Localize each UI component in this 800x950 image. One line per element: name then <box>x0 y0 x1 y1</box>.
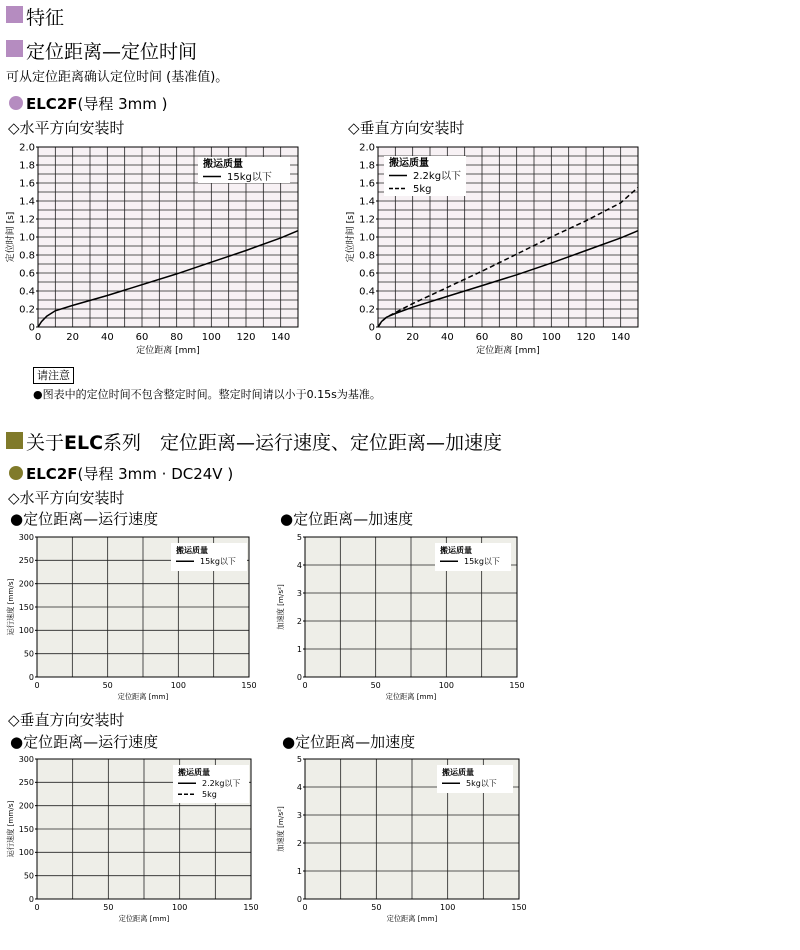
y-tick-label: 1 <box>296 866 302 876</box>
x-axis-label: 定位距离 [mm] <box>117 692 169 701</box>
x-tick-label: 0 <box>374 332 382 343</box>
x-tick-label: 150 <box>243 903 259 912</box>
title-brand: ELC <box>64 432 104 454</box>
x-tick-label: 80 <box>170 332 184 343</box>
legend-title: 搬运质量 <box>176 546 208 555</box>
x-tick-label: 20 <box>406 332 420 343</box>
y-tick-label: 1.4 <box>359 196 375 208</box>
x-tick-label: 150 <box>241 681 257 690</box>
x-tick-label: 100 <box>438 681 454 690</box>
y-tick-label: 0.6 <box>359 268 375 280</box>
x-tick-label: 100 <box>541 332 561 343</box>
y-tick-label: 1.0 <box>359 232 375 244</box>
legend-title: 搬运质量 <box>203 159 243 170</box>
y-tick-label: 1.8 <box>359 160 375 172</box>
speed-label: ●定位距离—运行速度 <box>10 510 159 528</box>
x-axis-label: 定位距离 [mm] <box>118 914 170 923</box>
y-tick-label: 300 <box>18 532 34 542</box>
legend-entry: 15kg以下 <box>200 557 236 566</box>
vertical-label: ◇垂直方向安装时 <box>8 711 125 729</box>
x-axis-label: 定位距离 [mm] <box>386 914 438 923</box>
title-prefix: 关于 <box>26 432 65 454</box>
y-tick-label: 50 <box>23 649 34 659</box>
y-tick-label: 0.8 <box>359 250 375 262</box>
y-tick-label: 1.4 <box>19 196 35 208</box>
legend-entry: 2.2kg以下 <box>202 779 241 788</box>
x-tick-label: 0 <box>302 903 308 912</box>
notice-label: 请注意 <box>33 367 74 384</box>
x-tick-label: 80 <box>510 332 524 343</box>
x-axis-label: 定位距离 [mm] <box>385 692 437 701</box>
y-tick-label: 5 <box>296 754 302 764</box>
title-rest: 系列 定位距离—运行速度、定位距离—加速度 <box>103 432 503 454</box>
y-tick-label: 1.6 <box>359 178 375 190</box>
model-heading <box>26 93 168 114</box>
x-tick-label: 150 <box>509 681 525 690</box>
x-tick-label: 120 <box>236 332 256 343</box>
x-tick-label: 0 <box>34 681 40 690</box>
model-heading <box>26 463 233 484</box>
y-axis-label: 加速度 [m/s²] <box>276 806 285 852</box>
legend-entry: 15kg以下 <box>464 557 500 566</box>
y-tick-label: 200 <box>18 579 34 589</box>
y-tick-label: 150 <box>18 824 34 834</box>
section-subtitle: 定位距离—定位时间 <box>26 41 198 63</box>
y-tick-label: 0.4 <box>19 286 35 298</box>
y-tick-label: 0.2 <box>19 304 35 316</box>
y-tick-label: 0 <box>296 672 302 682</box>
y-tick-label: 100 <box>18 626 34 636</box>
y-tick-label: 1 <box>296 644 302 654</box>
y-axis-label: 定位时间 [s] <box>346 211 356 263</box>
y-tick-label: 250 <box>18 556 34 566</box>
legend-entry: 5kg <box>202 790 217 799</box>
y-tick-label: 300 <box>18 754 34 764</box>
y-tick-label: 1.2 <box>359 214 375 226</box>
x-tick-label: 40 <box>100 332 114 343</box>
y-tick-label: 1.0 <box>19 232 35 244</box>
x-tick-label: 140 <box>611 332 631 343</box>
accel-horizontal-chart <box>270 530 540 705</box>
y-tick-label: 2.0 <box>359 142 375 154</box>
x-tick-label: 100 <box>170 681 186 690</box>
y-tick-label: 0 <box>28 672 34 682</box>
accel-vertical-chart <box>270 752 540 927</box>
y-tick-label: 3 <box>296 588 302 598</box>
x-tick-label: 150 <box>511 903 527 912</box>
section-marker <box>6 40 23 57</box>
section-marker <box>6 6 23 23</box>
y-tick-label: 150 <box>18 602 34 612</box>
x-tick-label: 20 <box>66 332 80 343</box>
x-tick-label: 50 <box>103 903 114 912</box>
accel-label: ●定位距离—加速度 <box>280 510 414 528</box>
model-detail: (导程 3mm · DC24V ) <box>77 465 234 483</box>
x-tick-label: 50 <box>370 681 381 690</box>
x-tick-label: 0 <box>302 681 308 690</box>
legend-title: 搬运质量 <box>440 546 472 555</box>
y-tick-label: 0.4 <box>359 286 375 298</box>
y-tick-label: 0.8 <box>19 250 35 262</box>
y-tick-label: 0.6 <box>19 268 35 280</box>
x-tick-label: 100 <box>440 903 456 912</box>
legend-entry: 5kg <box>413 184 432 195</box>
y-tick-label: 1.2 <box>19 214 35 226</box>
y-tick-label: 0 <box>296 894 302 904</box>
y-axis-label: 运行速度 [mm/s] <box>6 578 15 636</box>
chart-label-vertical: ◇垂直方向安装时 <box>348 119 465 137</box>
horizontal-label: ◇水平方向安装时 <box>8 489 125 507</box>
legend-entry: 15kg以下 <box>227 172 272 183</box>
y-tick-label: 200 <box>18 801 34 811</box>
legend-title: 搬运质量 <box>389 158 429 169</box>
y-axis-label: 加速度 [m/s²] <box>276 584 285 630</box>
y-tick-label: 2.0 <box>19 142 35 154</box>
x-tick-label: 140 <box>271 332 291 343</box>
y-tick-label: 5 <box>296 532 302 542</box>
x-tick-label: 60 <box>475 332 489 343</box>
section-marker <box>6 432 23 449</box>
model-bullet <box>9 96 23 110</box>
x-tick-label: 60 <box>135 332 149 343</box>
legend-title: 搬运质量 <box>442 768 474 777</box>
legend-entry: 2.2kg以下 <box>413 171 462 182</box>
y-tick-label: 1.6 <box>19 178 35 190</box>
speed-horizontal-chart <box>0 530 270 705</box>
y-tick-label: 3 <box>296 810 302 820</box>
x-tick-label: 0 <box>34 332 42 343</box>
y-tick-label: 4 <box>296 782 302 792</box>
legend-title: 搬运质量 <box>178 768 210 777</box>
y-tick-label: 2 <box>296 616 302 626</box>
legend-entry: 5kg以下 <box>466 779 497 788</box>
y-tick-label: 50 <box>23 871 34 881</box>
y-tick-label: 0.2 <box>359 304 375 316</box>
section-description: 可从定位距离确认定位时间 (基准值)。 <box>6 70 229 85</box>
speed-vertical-chart <box>0 752 270 927</box>
x-axis-label: 定位距离 [mm] <box>136 346 200 356</box>
speed-label: ●定位距离—运行速度 <box>10 733 159 751</box>
y-tick-label: 1.8 <box>19 160 35 172</box>
model-detail: (导程 3mm ) <box>77 95 168 113</box>
notice-text: ●图表中的定位时间不包含整定时间。整定时间请以小于0.15s为基准。 <box>33 388 381 401</box>
x-tick-label: 120 <box>576 332 596 343</box>
x-tick-label: 50 <box>102 681 113 690</box>
y-tick-label: 100 <box>18 848 34 858</box>
x-tick-label: 0 <box>34 903 40 912</box>
x-tick-label: 100 <box>201 332 221 343</box>
accel-label: ●定位距离—加速度 <box>282 733 416 751</box>
x-tick-label: 40 <box>440 332 454 343</box>
y-axis-label: 运行速度 [mm/s] <box>6 800 15 858</box>
x-axis-label: 定位距离 [mm] <box>476 346 540 356</box>
model-name: ELC2F <box>26 95 78 113</box>
y-tick-label: 0 <box>28 894 34 904</box>
section2-title <box>26 428 502 455</box>
y-tick-label: 0 <box>368 322 375 334</box>
model-bullet <box>9 466 23 480</box>
x-tick-label: 100 <box>172 903 188 912</box>
y-tick-label: 0 <box>28 322 35 334</box>
time-vertical-chart <box>340 140 660 356</box>
model-name: ELC2F <box>26 465 78 483</box>
chart-label-horizontal: ◇水平方向安装时 <box>8 119 125 137</box>
time-horizontal-chart <box>0 140 320 356</box>
x-tick-label: 50 <box>371 903 382 912</box>
y-tick-label: 4 <box>296 560 302 570</box>
y-tick-label: 2 <box>296 838 302 848</box>
y-axis-label: 定位时间 [s] <box>6 211 16 263</box>
y-tick-label: 250 <box>18 778 34 788</box>
section-title: 特征 <box>26 7 65 29</box>
